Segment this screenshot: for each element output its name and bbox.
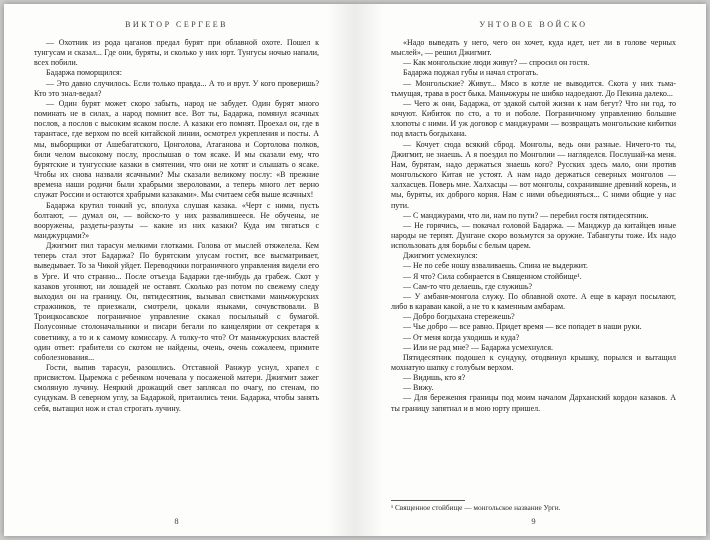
running-head-author: ВИКТОР СЕРГЕЕВ [125, 20, 228, 29]
paragraph: — Один бурят может скоро забыть, народ не забудет. Один бурят много поминать не в силах, а народ помнит все. Вот ты, Бадаржа, помянул ясачных послов, а послов с высоким ясаком после. А казаки его помнят. Проехал он, где в тарантасе, где верхом по всей китайской линии, осмотрел укрепления и посты. А мы, выборщики от Ашебагатского, Цонголова, Атаганова и Сортолова полков, били челом высокому послу, прослышав о том ясаке. И мы сказали ему, что бурятские и тунгусские казаки в смятении, что они не хотят и слышать о ясаке. Чтобы их снова назвали ясачными? Мы сказали великому послу: «В прежние времена наши родичи были храбрыми звероловами, а теперь много лет верно служат России и остаются храбрыми казаками». Мы считаем себя выше ясачных! [34, 98, 319, 200]
paragraph: Бадаржа поджал губы и начал строгать. [403, 68, 539, 78]
paragraph: Бадаржа крутил тонкий ус, вполуха слушая казака. «Черт с ними, пусть болтают, — думал он, — войско-то у них развалившееся. Не обучены, не вооружены, раздеты-разуты — какие из них казаки? Куда им тягаться с манджурцами?» [34, 200, 319, 240]
paragraph: Бадаржа поморщился: [46, 68, 122, 78]
paragraph: — Для бережения границы под моим началом Дарханский кордон казаков. А ты границу запятнал и в мою юрту пришел. [391, 393, 676, 413]
paragraph: — Монгольские? Живут... Мясо в котле не выводится. Скота у них тьма-тьмущая, трава в рост быка. Маньчжуры не шибко надоедают. До Пекина далеко... [391, 78, 676, 98]
paragraph: — У амбаня-монгола служу. По облавной охоте. А еще в караул посылают, либо в караван какой, а не то к каменным амбарам. [391, 291, 676, 312]
page-right [355, 4, 706, 536]
paragraph: — Чего ж они, Бадаржа, от эдакой сытой жизни к нам бегут? Что ни год, то кочуют. Кибиток по сто, а то и поболе. Пограничному управлению большие хлопоты с ними. И уж договор с манджурами — возвращать монгольские кибитки под власть богдыхана. [391, 98, 676, 139]
paragraph: — Или не рад мне? — Бадаржа усмехнулся. [403, 342, 554, 352]
paragraph: — Это давно случилось. Если только правда... А то и врут. У кого проверишь? Кто это знал-ведал? [34, 78, 319, 98]
footnote-text: ¹ Священное стойбище — монгольское название Урги. [391, 502, 561, 512]
paragraph: — С манджурами, что ли, нам по пути? — перебил гостя пятидесятник. [403, 210, 649, 220]
paragraph: — Вижу. [403, 383, 434, 393]
paragraph: — Не по себе ношу взваливаешь. Спина не выдержит. [403, 261, 588, 271]
book-spread [4, 4, 706, 536]
paragraph: — Чье добро — все равно. Придет время — все попадет в наши руки. [403, 322, 642, 332]
page-number-right: 9 [531, 516, 536, 526]
page-body-left [34, 38, 319, 512]
paragraph: — Как монгольские люди живут? — спросил он гостя. [403, 58, 590, 68]
paragraph: — Видишь, кто я? [403, 373, 466, 383]
paragraph: — Кочует сюда всякий сброд. Монголы, ведь они разные. Ничего-то ты, Джигмит, не знаешь. А я поездил по Монголии — нагляделся. Послушай-ка меня. Нам, бурятам, надо держаться знаешь кого? Русских здесь мало, они против монгольского Китая не устоят. А нам надо держаться северных монголов — халхасцев. Поверь мне. Халхасцы — вот монголы, сохранившие древний корень, и мы, буряты, их доброго корня. Нам с ними объединяться... С ними общие у нас пути. [391, 139, 676, 210]
footnote-block [391, 500, 676, 512]
paragraph: — От меня когда уходишь и куда? [403, 332, 520, 342]
paragraph: — Добро богдыхана стережешь? [403, 312, 515, 322]
page-left [4, 4, 355, 536]
paragraph: — Я что? Сила собирается в Священном стойбище¹. [403, 271, 582, 281]
footnote-divider [391, 500, 465, 501]
paragraph: «Надо выведать у него, чего он хочет, куда идет, нет ли в голове черных мыслей», — решил Джигмит. [391, 38, 676, 58]
paragraph: Джигмит пил тарасун мелкими глотками. Голова от мыслей отяжелела. Кем теперь стал этот Бадаржа? По бурятским улусам гостит, все высматривает, выведывает. То за Чикой уйдет. Переводчики пограничного управления видели его в Урге. И что странно... После отъезда Бадаржи где-нибудь да грабеж. Скот у казаков угоняют, ни лошадей не оставят. Сколько раз потом по свежему следу выходил он на границу. Он, пятидесятник, вызывал свистками маньчжурских стражников, те приезжали, смотрели, цокали языками, сочувствовали. В Троицкосавское пограничное управление скакал посыльный с бумагой. Полусонные столоначальники и писари бегали по канцелярии от секретаря к советнику, а то и к самому комиссару. А толку-то что? От маньчжурских властей один ответ: грабители со скотом не найдены, очень, очень сожалеем, примите соболезнования... [34, 241, 319, 362]
page-body-right [391, 38, 676, 497]
paragraph: — Охотник из рода цаганов предал бурят при облавной охоте. Пошел к тунгусам и сказал... Где они, буряты, и сколько у них юрт. Тунгусы ночью напали, всех побили. [34, 38, 319, 68]
page-number-left: 8 [174, 516, 179, 526]
running-head-title: УНТОВОЕ ВОЙСКО [479, 20, 588, 29]
paragraph: — Не горячись, — покачал головой Бадаржа. — Манджур да китайцев иные народы не терпят. Дунгане скоро возьмутся за оружие. Табангуты тоже. Их надо использовать для борьбы с белым царем. [391, 220, 676, 251]
paragraph: Пятидесятник подошел к сундуку, отодвинул крышку, порылся и вытащил мохнатую шапку с голубым верхом. [391, 352, 676, 372]
paragraph: — Сам-то что делаешь, где служишь? [403, 281, 533, 291]
paragraph: Гости, выпив тарасун, разошлись. Отставной Ранжур уснул, храпел с присвистом. Цыремжа с ребенком ночевала у посаженой матери. Джигмит зажег смоляную лучину. Неяркий дрожащий свет заплясал по очагу, по стенам, по сундукам. В северном углу, за Бадаржой, притаились тени. Бадаржа, чтобы занять себя, вытащил нож и стал строгать лучину. [34, 363, 319, 413]
paragraph: Джигмит усмехнулся: [403, 251, 478, 261]
